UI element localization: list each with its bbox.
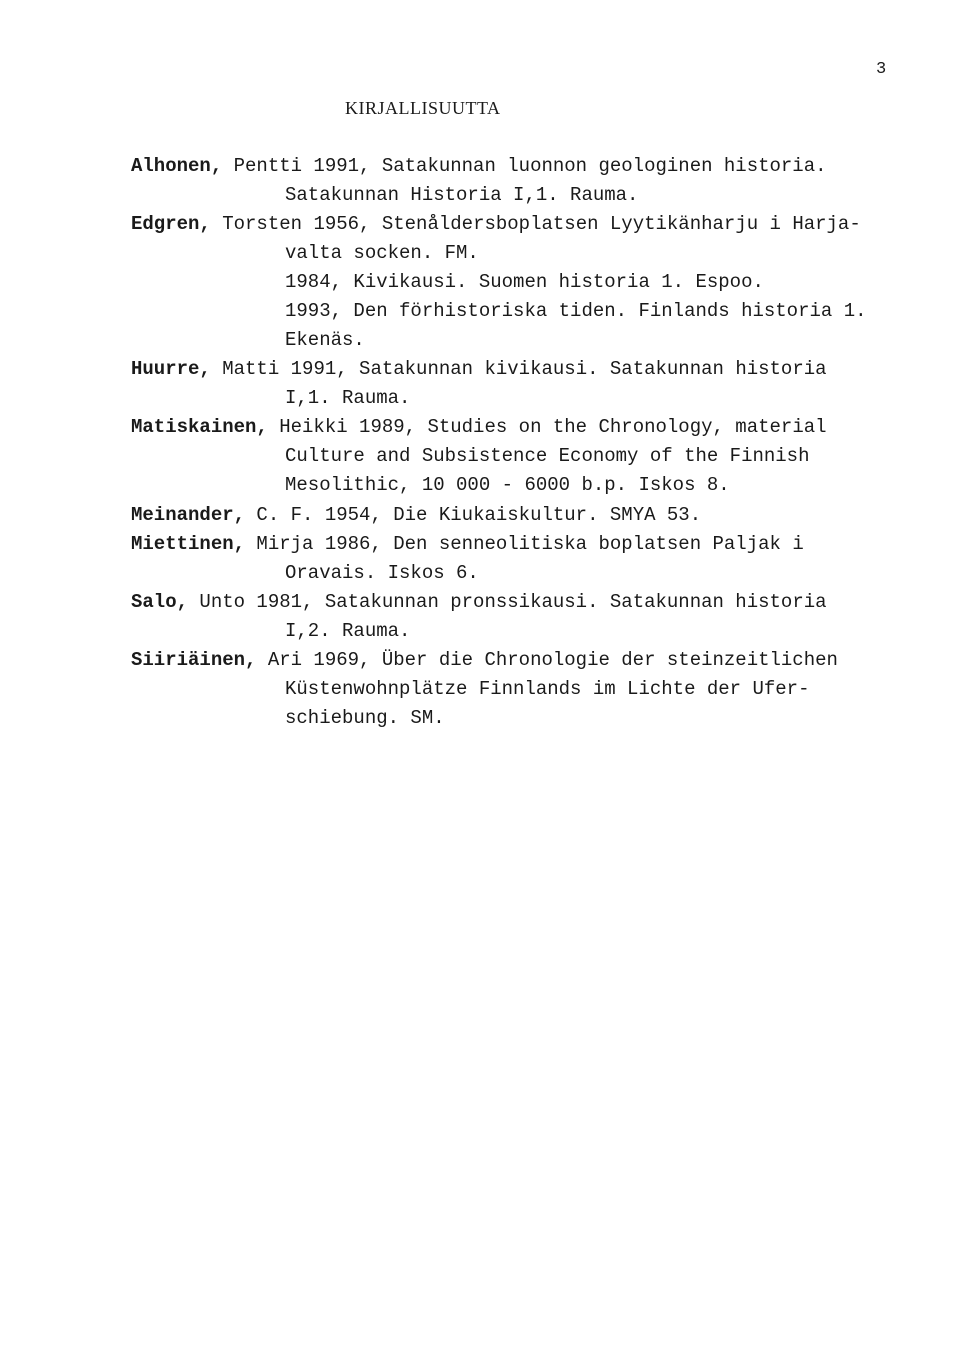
reference-author: Miettinen, — [131, 533, 246, 555]
reference-continuation: valta socken. FM. — [285, 242, 479, 264]
reference-text: Heikki 1989, Studies on the Chronology, material — [267, 416, 827, 438]
reference-continuation: Mesolithic, 10 000 - 6000 b.p. Iskos 8. — [285, 474, 730, 496]
page-title: KIRJALLISUUTTA — [345, 98, 501, 118]
reference-author: Salo, — [131, 591, 189, 613]
reference-entry-siiriainen — [131, 651, 838, 670]
reference-author: Alhonen, — [131, 155, 223, 177]
reference-author: Huurre, — [131, 358, 211, 380]
reference-author: Matiskainen, — [131, 416, 268, 438]
reference-continuation: 1984, Kivikausi. Suomen historia 1. Espoo. — [285, 271, 764, 293]
reference-author: Siiriäinen, — [131, 649, 257, 671]
reference-text: Matti 1991, Satakunnan kivikausi. Satakunnan historia — [210, 358, 827, 380]
reference-continuation: Culture and Subsistence Economy of the Finnish — [285, 445, 810, 467]
reference-text: Torsten 1956, Stenåldersboplatsen Lyytikänharju i Harja- — [210, 213, 861, 235]
reference-author: Edgren, — [131, 213, 211, 235]
reference-text: Mirja 1986, Den senneolitiska boplatsen Paljak i — [245, 533, 804, 555]
reference-entry-matiskainen — [131, 418, 827, 437]
reference-text: Pentti 1991, Satakunnan luonnon geologinen historia. — [222, 155, 827, 177]
reference-entry-edgren — [131, 215, 861, 234]
reference-continuation: Satakunnan Historia I,1. Rauma. — [285, 184, 639, 206]
reference-entry-miettinen — [131, 535, 804, 554]
reference-entry-huurre — [131, 360, 827, 379]
reference-continuation: I,2. Rauma. — [285, 620, 411, 642]
reference-entry-salo — [131, 593, 827, 612]
reference-text: Unto 1981, Satakunnan pronssikausi. Satakunnan historia — [188, 591, 827, 613]
reference-text: C. F. 1954, Die Kiukaiskultur. SMYA 53. — [245, 504, 702, 526]
reference-entry-alhonen — [131, 157, 827, 176]
reference-author: Meinander, — [131, 504, 246, 526]
reference-continuation: Ekenäs. — [285, 329, 365, 351]
reference-continuation: 1993, Den förhistoriska tiden. Finlands historia 1. — [285, 300, 867, 322]
reference-continuation: schiebung. SM. — [285, 707, 445, 729]
reference-continuation: Küstenwohnplätze Finnlands im Lichte der Ufer- — [285, 678, 810, 700]
page-number: 3 — [876, 60, 887, 79]
reference-entry-meinander — [131, 506, 701, 525]
reference-text: Ari 1969, Über die Chronologie der steinzeitlichen — [256, 649, 838, 671]
reference-continuation: I,1. Rauma. — [285, 387, 411, 409]
reference-continuation: Oravais. Iskos 6. — [285, 562, 479, 584]
